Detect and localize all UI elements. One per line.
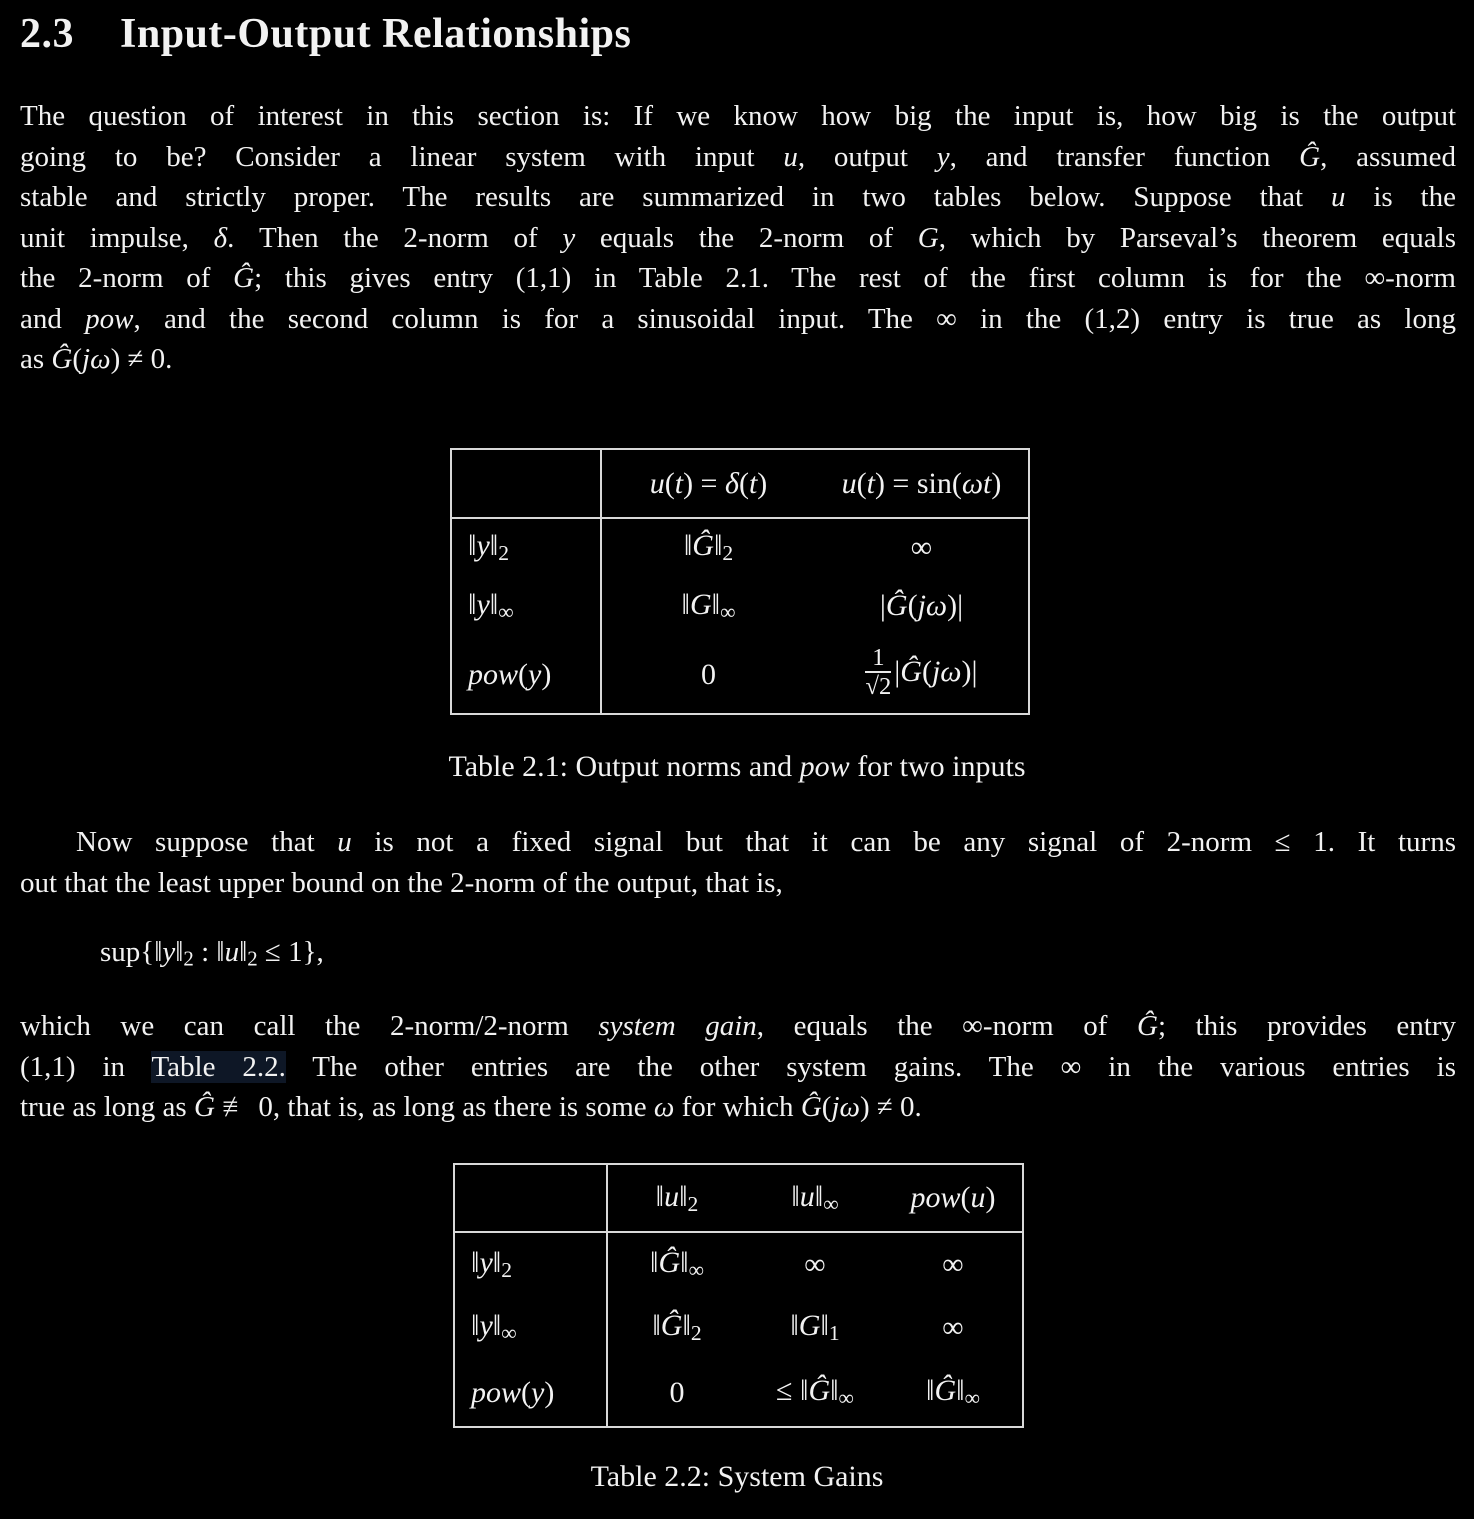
text-segment: ‖ bbox=[471, 1246, 480, 1280]
text-segment: )| bbox=[961, 655, 978, 689]
table-row bbox=[454, 1296, 1023, 1359]
table-row bbox=[451, 449, 1029, 518]
table-2-2-caption bbox=[0, 1460, 1474, 1494]
text-segment: ω bbox=[653, 1091, 675, 1123]
text-segment: Table 2.1: Output norms and bbox=[448, 750, 800, 783]
text-segment: the 2-norm of bbox=[20, 262, 234, 294]
text-segment: ( bbox=[907, 589, 918, 622]
cell-3-3 bbox=[884, 1359, 1023, 1427]
row-label-y-2norm bbox=[451, 518, 601, 576]
text-segment: ‖ bbox=[711, 587, 721, 621]
text-segment: ‖ bbox=[800, 1374, 809, 1408]
text-segment: which we can call the 2-norm/2-norm bbox=[20, 1010, 599, 1042]
text-segment: ‖ bbox=[791, 1179, 800, 1213]
text-segment: The question of interest in this section is: If we know how big the input is, how big is the output bbox=[20, 100, 1456, 132]
text-segment: pow bbox=[471, 1375, 522, 1409]
col-header-sinusoid-input bbox=[815, 449, 1029, 518]
text-segment: u bbox=[224, 936, 240, 968]
text-segment: ≢ 0, that is, as long as there is some bbox=[214, 1091, 654, 1123]
cell-3-2 bbox=[746, 1359, 884, 1427]
row-label-pow-y bbox=[451, 636, 601, 714]
text-segment: ‖ bbox=[682, 1309, 691, 1343]
section-heading bbox=[20, 10, 631, 58]
text-segment: ( bbox=[738, 466, 749, 500]
text-segment: , equals the ∞-norm of bbox=[756, 1010, 1137, 1042]
table-2-2-system-gains bbox=[453, 1163, 1024, 1428]
text-segment: Ĝ bbox=[934, 1374, 957, 1408]
text-segment: δ bbox=[213, 221, 228, 254]
text-segment: , and transfer function bbox=[949, 140, 1300, 173]
text-line bbox=[20, 863, 1456, 904]
text-segment: t bbox=[866, 466, 875, 500]
text-segment: , output bbox=[797, 140, 937, 173]
text-segment: 2 bbox=[501, 1257, 512, 1282]
cell-3-1 bbox=[607, 1359, 746, 1427]
text-segment: ) ≠ 0. bbox=[110, 343, 173, 375]
text-segment: ‖ bbox=[216, 936, 225, 968]
text-segment: ) ≠ 0. bbox=[859, 1091, 922, 1123]
text-line bbox=[20, 1006, 1456, 1047]
text-segment: out that the least upper bound on the 2-norm of the output, that is, bbox=[20, 866, 783, 899]
text-segment: ‖ bbox=[655, 1179, 665, 1213]
row-label-pow-y bbox=[454, 1359, 607, 1427]
text-segment: ‖ bbox=[830, 1374, 839, 1408]
text-line bbox=[20, 137, 1456, 178]
cell-1-3 bbox=[884, 1232, 1023, 1296]
text-segment: pow bbox=[910, 1181, 961, 1214]
text-segment: Ĝ bbox=[808, 1374, 831, 1408]
text-segment: ( bbox=[521, 1375, 532, 1409]
text-segment: going to be? Consider a linear system with input bbox=[20, 140, 784, 173]
text-segment: u bbox=[1330, 181, 1346, 213]
text-segment: y bbox=[479, 1309, 493, 1343]
text-segment: 2 bbox=[247, 946, 258, 971]
text-segment: u bbox=[337, 826, 352, 858]
fraction-numerator bbox=[872, 645, 884, 671]
text-segment: ‖ bbox=[154, 936, 163, 968]
cell-1-2 bbox=[815, 518, 1029, 576]
text-segment: ) = sin( bbox=[874, 466, 962, 500]
text-segment: ( bbox=[856, 466, 867, 500]
text-segment: δ bbox=[724, 466, 739, 500]
text-segment: ‖ bbox=[681, 587, 690, 621]
text-segment: t bbox=[983, 466, 992, 500]
text-segment: Ĝ bbox=[233, 262, 255, 294]
text-segment: y bbox=[531, 1375, 545, 1409]
text-segment: | bbox=[879, 589, 886, 622]
text-segment: ‖ bbox=[683, 529, 693, 563]
text-segment: system gain bbox=[598, 1010, 757, 1042]
text-segment: ‖ bbox=[679, 1179, 688, 1213]
text-segment: ‖ bbox=[790, 1309, 799, 1343]
text-segment: ‖ bbox=[814, 1179, 824, 1213]
text-segment: Ĝ bbox=[692, 529, 714, 563]
text-segment: ‖ bbox=[820, 1309, 829, 1343]
text-segment: ∞ bbox=[910, 530, 933, 564]
text-segment: u bbox=[841, 466, 857, 500]
text-segment: ‖ bbox=[713, 529, 723, 563]
cell-1-1 bbox=[601, 518, 815, 576]
text-segment: u bbox=[664, 1179, 680, 1213]
text-segment: Ĝ bbox=[800, 1091, 822, 1123]
col-header-impulse-input bbox=[601, 449, 815, 518]
text-segment: G bbox=[798, 1309, 821, 1343]
text-segment: pow bbox=[799, 750, 850, 783]
fraction bbox=[865, 645, 891, 700]
text-segment: Ĝ bbox=[193, 1091, 215, 1123]
text-line bbox=[20, 218, 1456, 259]
text-segment: stable and strictly proper. The results are summarized in two tables below. Suppose that bbox=[20, 181, 1331, 213]
text-segment: jω bbox=[917, 589, 948, 622]
text-segment: ‖ bbox=[468, 587, 477, 621]
fraction-denominator bbox=[865, 671, 891, 700]
text-segment: 0 bbox=[701, 657, 716, 691]
text-segment: t bbox=[674, 466, 684, 500]
table-row bbox=[454, 1164, 1023, 1232]
text-segment: 2 bbox=[498, 540, 509, 565]
text-segment: √2 bbox=[865, 673, 892, 700]
text-segment: ≤ bbox=[776, 1374, 800, 1408]
table-row bbox=[451, 636, 1029, 714]
text-segment: , assumed bbox=[1320, 140, 1457, 173]
cell-2-1 bbox=[607, 1296, 746, 1359]
col-header-u-infnorm bbox=[746, 1164, 884, 1232]
text-segment: ‖ bbox=[489, 529, 499, 563]
text-segment: ‖ bbox=[471, 1309, 480, 1343]
text-segment: ‖ bbox=[489, 587, 499, 621]
text-segment: u bbox=[783, 140, 798, 173]
table-2-1-caption bbox=[0, 750, 1474, 784]
cell-1-1 bbox=[607, 1232, 746, 1296]
row-label-y-infnorm bbox=[454, 1296, 607, 1359]
text-segment: u bbox=[970, 1181, 986, 1214]
section-number: 2.3 bbox=[20, 11, 74, 57]
text-segment: : bbox=[193, 936, 217, 968]
text-line bbox=[20, 1047, 1456, 1088]
text-line bbox=[20, 339, 1456, 380]
text-segment: ( bbox=[518, 657, 529, 691]
text-segment: ( bbox=[821, 1091, 832, 1123]
text-segment: y bbox=[528, 657, 542, 691]
text-segment: G bbox=[917, 221, 939, 254]
text-segment: Ĝ bbox=[1299, 140, 1321, 173]
text-segment: ‖ bbox=[492, 1246, 502, 1280]
table-2-1-output-norms bbox=[450, 448, 1030, 715]
text-segment: ( bbox=[960, 1181, 971, 1214]
text-segment: jω bbox=[931, 655, 962, 689]
text-segment: ‖ bbox=[492, 1309, 502, 1343]
row-label-y-2norm bbox=[454, 1232, 607, 1296]
text-segment: G bbox=[689, 587, 712, 621]
text-segment: ) bbox=[541, 657, 552, 691]
text-segment: ‖ bbox=[956, 1374, 965, 1408]
text-segment: 2 bbox=[183, 946, 194, 971]
text-segment: pow bbox=[468, 657, 519, 691]
text-segment: for which bbox=[674, 1091, 801, 1123]
text-segment: Ĝ bbox=[885, 589, 908, 622]
cell-2-1 bbox=[601, 576, 815, 636]
text-segment: ‖ bbox=[239, 936, 248, 968]
text-segment: 1 bbox=[872, 644, 885, 672]
col-header-pow-u bbox=[884, 1164, 1023, 1232]
text-segment: 2 bbox=[722, 540, 734, 565]
text-segment: , and the second column is for a sinusoidal input. The ∞ in the (1,2) entry is true as long bbox=[133, 302, 1456, 335]
table-2-2-link[interactable]: Table 2.2. bbox=[151, 1050, 286, 1083]
text-segment: and bbox=[20, 302, 86, 335]
text-segment: ∞ bbox=[838, 1385, 854, 1410]
text-segment: y bbox=[476, 587, 490, 621]
table-row bbox=[451, 576, 1029, 636]
text-segment: u bbox=[799, 1179, 815, 1213]
display-formula-sup-norm bbox=[100, 936, 324, 972]
text-segment: ∞ bbox=[942, 1310, 964, 1344]
text-segment: The other entries are the other system gains. The ∞ in the various entries is bbox=[285, 1050, 1456, 1083]
corner-cell bbox=[454, 1164, 607, 1232]
text-segment: ∞ bbox=[823, 1191, 839, 1216]
table-row bbox=[451, 518, 1029, 576]
text-segment: . Then the 2-norm of bbox=[227, 221, 563, 254]
paragraph-3 bbox=[20, 1006, 1456, 1128]
text-segment: true as long as bbox=[20, 1091, 194, 1123]
text-segment: unit impulse, bbox=[20, 221, 214, 254]
text-segment: ‖ bbox=[468, 529, 477, 563]
text-segment: 1 bbox=[828, 1320, 840, 1345]
text-segment: Ĝ bbox=[51, 343, 73, 375]
text-segment: is not a fixed signal but that it can be any signal of 2-norm ≤ 1. It turns bbox=[351, 826, 1456, 858]
paragraph-1 bbox=[20, 96, 1456, 380]
text-segment: for two inputs bbox=[849, 750, 1026, 783]
text-segment: ) bbox=[544, 1375, 555, 1409]
text-line bbox=[20, 177, 1456, 218]
col-header-u-2norm bbox=[607, 1164, 746, 1232]
text-segment: u bbox=[649, 466, 665, 500]
text-segment: ( bbox=[664, 466, 675, 500]
text-segment: 0 bbox=[669, 1375, 685, 1409]
cell-2-2 bbox=[746, 1296, 884, 1359]
text-line bbox=[20, 96, 1456, 137]
table-row bbox=[454, 1359, 1023, 1427]
text-segment: equals the 2-norm of bbox=[575, 221, 918, 254]
text-segment: ‖ bbox=[652, 1309, 661, 1343]
text-segment: sup{ bbox=[100, 936, 155, 968]
text-segment: y bbox=[476, 529, 490, 563]
text-segment: ) bbox=[985, 1181, 996, 1214]
text-segment: ; this provides entry bbox=[1157, 1010, 1457, 1042]
text-segment: ) bbox=[757, 466, 768, 500]
text-line bbox=[20, 822, 1456, 863]
text-segment: pow bbox=[85, 302, 134, 335]
text-segment: ∞ bbox=[804, 1247, 826, 1281]
text-segment: jω bbox=[82, 343, 111, 375]
cell-3-2 bbox=[815, 636, 1029, 714]
paragraph-2 bbox=[20, 822, 1456, 903]
text-segment: ≤ 1}, bbox=[257, 936, 324, 968]
text-segment: Table 2.2: System Gains bbox=[590, 1460, 884, 1493]
text-segment: as bbox=[20, 343, 52, 375]
text-segment: ∞ bbox=[498, 599, 514, 624]
text-segment: ‖ bbox=[650, 1246, 659, 1280]
text-segment: , which by Parseval’s theorem equals bbox=[938, 221, 1457, 254]
text-segment: )| bbox=[947, 589, 964, 622]
text-segment: Ĝ bbox=[900, 655, 922, 689]
text-segment: (1,1) in bbox=[20, 1050, 152, 1083]
text-segment: ‖ bbox=[175, 936, 184, 968]
text-segment: ) = bbox=[683, 466, 725, 500]
text-line bbox=[20, 1087, 1456, 1128]
text-segment: Ĝ bbox=[658, 1246, 681, 1280]
text-segment: ) bbox=[991, 466, 1002, 500]
text-segment: y bbox=[479, 1246, 493, 1280]
text-segment: Now suppose that bbox=[76, 826, 338, 858]
cell-3-1 bbox=[601, 636, 815, 714]
text-segment: y bbox=[562, 221, 576, 254]
text-segment: Ĝ bbox=[660, 1309, 683, 1343]
text-line bbox=[20, 299, 1456, 340]
text-segment: ‖ bbox=[926, 1374, 935, 1408]
corner-cell bbox=[451, 449, 601, 518]
text-segment: 2 bbox=[687, 1191, 699, 1216]
cell-2-2 bbox=[815, 576, 1029, 636]
text-segment: ∞ bbox=[942, 1247, 964, 1281]
cell-1-2 bbox=[746, 1232, 884, 1296]
text-segment: ; this gives entry (1,1) in Table 2.1. The rest of the first column is for the ∞-norm bbox=[254, 262, 1456, 294]
text-segment: ω bbox=[961, 466, 984, 500]
row-label-y-infnorm bbox=[451, 576, 601, 636]
text-segment: y bbox=[936, 140, 950, 173]
table-row bbox=[454, 1232, 1023, 1296]
text-segment: ‖ bbox=[680, 1246, 689, 1280]
cell-2-3 bbox=[884, 1296, 1023, 1359]
text-segment: | bbox=[894, 655, 901, 689]
text-segment: jω bbox=[831, 1091, 860, 1123]
text-segment: y bbox=[162, 936, 176, 968]
text-segment: ( bbox=[921, 655, 932, 689]
text-segment: is the bbox=[1345, 181, 1456, 213]
text-segment: ∞ bbox=[720, 599, 736, 624]
text-segment: ( bbox=[72, 343, 83, 375]
text-segment: ∞ bbox=[501, 1320, 517, 1345]
text-segment: ∞ bbox=[964, 1385, 980, 1410]
section-title: Input-Output Relationships bbox=[120, 11, 632, 57]
text-segment: t bbox=[748, 466, 758, 500]
text-segment: ∞ bbox=[688, 1257, 704, 1282]
text-segment: 2 bbox=[690, 1320, 702, 1345]
text-segment: Ĝ bbox=[1137, 1010, 1158, 1042]
text-line bbox=[20, 258, 1456, 299]
